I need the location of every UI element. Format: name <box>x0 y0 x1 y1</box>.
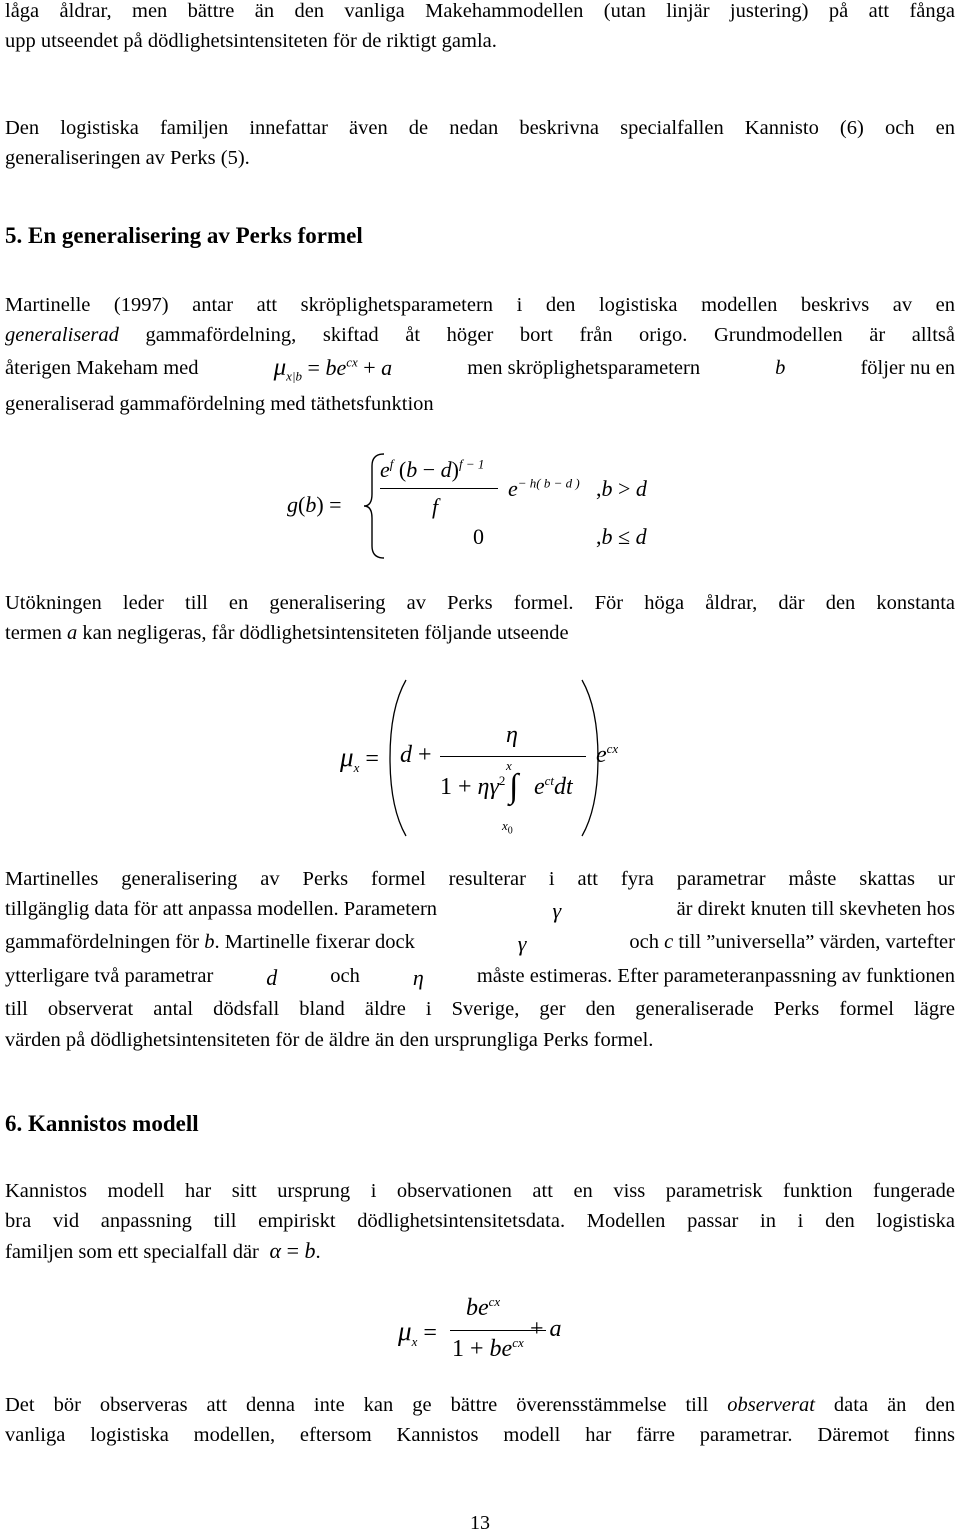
math-number: 1 <box>440 774 452 800</box>
math-variable: d <box>635 524 647 549</box>
text-fragment: gammafördelningen för <box>5 931 205 953</box>
text-line: generaliseringen av Perks (5). <box>5 147 250 169</box>
family-paragraph <box>5 113 955 173</box>
emphasis: generaliserad <box>5 324 119 346</box>
mu-symbol: μ <box>273 354 287 381</box>
plus-sign: + <box>458 774 472 800</box>
superscript: f <box>389 456 394 472</box>
math-variable: b <box>304 1238 316 1263</box>
text-line <box>5 1238 321 1264</box>
page-number: 13 <box>470 1512 490 1534</box>
text-line: Martinelles generalisering av Perks formel resulterar i att fyra parametrar måste skattas ur <box>5 868 955 890</box>
text-line: till observerat antal dödsfall bland äldre i Sverige, ger den generaliserade Perks formel lägre <box>5 998 955 1020</box>
plus-sign: + <box>363 355 376 380</box>
paren: ) <box>451 457 459 482</box>
math-variable: a <box>67 622 78 644</box>
math-term: dt <box>554 774 573 800</box>
fraction-bar <box>440 756 586 757</box>
math-variable: d <box>266 965 278 990</box>
text-line: vanliga logistiska modellen, eftersom Kannistos modell har färre parametrar. Däremot finns <box>5 1424 955 1446</box>
alpha-equals-b <box>264 1238 315 1263</box>
text-fragment: . Martinelle fixerar dock <box>214 931 415 953</box>
density-exponential <box>508 476 580 502</box>
text-fragment: kan negligeras, får dödlighetsintensiteten följande utseende <box>77 622 569 644</box>
text-fragment: termen <box>5 622 68 644</box>
mu-symbol: μ <box>398 1316 412 1346</box>
section6-paragraph-2 <box>5 1390 955 1450</box>
equals-sign: = <box>423 1320 437 1346</box>
math-variable: e <box>596 742 607 768</box>
math-variable: e <box>508 476 518 501</box>
text-fragment: måste estimeras. Efter parameteranpassning av funktionen <box>476 965 955 987</box>
text-line: värden på dödlighetsintensiteten för de äldre än den ursprungliga Perks formel. <box>5 1029 654 1051</box>
math-variable: g <box>287 492 298 517</box>
text-line: upp utseendet på dödlighetsintensiteten för de riktigt gamla. <box>5 30 497 52</box>
kannisto-numerator <box>466 1295 500 1322</box>
makeham-line <box>5 351 955 385</box>
density-lhs <box>287 492 342 518</box>
equals-sign: = <box>365 746 379 772</box>
text-fragment: är direkt knuten till skevheten hos <box>676 898 955 920</box>
comma: , <box>596 476 602 501</box>
math-number: 1 <box>452 1336 464 1362</box>
integral-upper-limit: x <box>506 758 512 773</box>
emphasis: observerat <box>727 1394 815 1416</box>
density-condition-1 <box>596 476 647 502</box>
text-line: Utökningen leder till en generalisering av Perks formel. För höga åldrar, där den konstanta <box>5 592 955 614</box>
makeham-formula <box>274 354 393 382</box>
superscript: f − 1 <box>458 456 485 472</box>
text-line: Kannistos modell har sitt ursprung i observationen att en viss parametrisk funktion fungerade <box>5 1180 955 1202</box>
text-fragment: gammafördelning, skiftad åt höger bort från origo. Grundmodellen är alltså <box>118 324 955 346</box>
density-denominator: f <box>432 494 439 519</box>
math-variable: b <box>406 457 418 482</box>
math-term: be <box>489 1336 513 1362</box>
kannisto-lhs <box>398 1316 437 1347</box>
text-fragment: ytterligare två parametrar <box>5 965 214 987</box>
math-variable: d <box>400 742 412 768</box>
text-fragment: följer nu en <box>860 356 955 379</box>
plus-sign: + <box>470 1336 484 1362</box>
text-line <box>5 965 955 991</box>
eta-symbol: η <box>412 965 424 990</box>
section5-paragraph-1 <box>5 290 955 350</box>
plus-sign: + <box>418 742 432 768</box>
text-fragment: och <box>330 965 360 987</box>
superscript: cx <box>606 741 619 756</box>
equals-sign: = <box>329 492 342 517</box>
subscript: x|b <box>286 368 303 384</box>
alpha-symbol: α <box>269 1238 282 1263</box>
text-fragment: återigen Makeham med <box>5 356 199 379</box>
fraction-bar <box>380 488 498 489</box>
math-variable: a <box>381 355 393 380</box>
text-line <box>5 320 955 350</box>
text-fragment: tillgänglig data för att anpassa modellen. Parametern <box>5 898 438 920</box>
text-fragment: data än den <box>814 1394 955 1416</box>
gamma-symbol: γ <box>517 931 527 956</box>
text-line: låga åldrar, men bättre än den vanliga Makehammodellen (utan linjär justering) på att fånga <box>5 0 955 22</box>
section6-paragraph-1 <box>5 1176 955 1236</box>
gamma-symbol: γ <box>489 774 499 800</box>
math-term: be <box>466 1295 489 1321</box>
text-line <box>5 618 955 648</box>
math-variable: b <box>601 524 613 549</box>
intro-paragraph <box>5 0 955 56</box>
paren: ) <box>316 492 324 517</box>
math-variable: e <box>534 774 545 800</box>
text-line: Den logistiska familjen innefattar även de nedan beskrivna specialfallen Kannisto (6) och en <box>5 117 955 139</box>
perks-lhs <box>340 742 379 773</box>
math-variable: x <box>502 818 508 833</box>
text-fragment: men skröplighetsparametern <box>467 356 701 379</box>
period: . <box>315 1241 321 1263</box>
less-or-equal: ≤ <box>618 524 631 549</box>
integral-icon: ∫ <box>509 768 519 805</box>
gamma-symbol: γ <box>552 898 562 923</box>
kannisto-plus-a <box>530 1316 562 1343</box>
math-variable: b <box>204 931 215 953</box>
greater-than: > <box>618 476 631 501</box>
superscript: cx <box>512 1335 524 1350</box>
text-line <box>5 898 955 924</box>
math-variable: a <box>549 1316 562 1342</box>
math-variable: d <box>635 476 647 501</box>
math-variable: b <box>305 492 317 517</box>
text-fragment: familjen som ett specialfall där <box>5 1241 259 1263</box>
section-heading: 5. En generalisering av Perks formel <box>5 223 363 248</box>
section5-paragraph-2 <box>5 588 955 648</box>
integral-lower-limit <box>502 818 513 837</box>
text-fragment: till ”universella” värden, vartefter <box>673 931 955 953</box>
density-condition-2 <box>596 524 647 550</box>
subscript: x <box>411 1333 418 1349</box>
math-variable: b <box>775 356 786 379</box>
text-line <box>5 931 955 957</box>
equals-sign: = <box>286 1238 299 1263</box>
subscript: x <box>353 759 360 775</box>
density-numerator <box>380 457 484 483</box>
math-term: be <box>325 355 347 380</box>
text-fragment: Det bör observeras att denna inte kan ge bättre överensstämmelse till <box>5 1394 728 1416</box>
text-line: bra vid anpassning till empiriskt dödlighetsintensitetsdata. Modellen passar in i den logistiska <box>5 1210 955 1232</box>
paren: ( <box>298 492 306 517</box>
superscript: cx <box>346 354 358 370</box>
perks-exponential <box>596 742 618 769</box>
eta-symbol: η <box>477 774 490 800</box>
text-line: generaliserad gammafördelning med täthetsfunktion <box>5 393 434 415</box>
text-line <box>5 1390 955 1420</box>
integrand <box>534 774 573 801</box>
subscript: 0 <box>507 825 513 837</box>
math-variable: d <box>440 457 452 482</box>
section-heading: 6. Kannistos modell <box>5 1111 199 1136</box>
perks-denominator <box>440 774 505 801</box>
equals-sign: = <box>307 355 320 380</box>
math-variable: c <box>664 931 674 953</box>
superscript: − h( b − d ) <box>517 475 580 491</box>
superscript: 2 <box>498 773 506 788</box>
minus-sign: − <box>422 457 436 482</box>
kannisto-denominator <box>452 1336 524 1363</box>
density-zero: 0 <box>473 524 484 549</box>
math-variable: b <box>601 476 613 501</box>
text-fragment: och <box>629 931 665 953</box>
mu-symbol: μ <box>340 742 354 772</box>
perks-d-plus <box>400 742 432 769</box>
perks-numerator: η <box>506 722 518 748</box>
text-line: Martinelle (1997) antar att skröplighetsparametern i den logistiska modellen beskrivs av en <box>5 294 955 316</box>
superscript: ct <box>544 773 555 788</box>
comma: , <box>596 524 602 549</box>
paren: ( <box>398 457 407 482</box>
superscript: cx <box>488 1294 501 1309</box>
plus-sign: + <box>530 1316 544 1342</box>
math-variable: e <box>380 457 390 482</box>
